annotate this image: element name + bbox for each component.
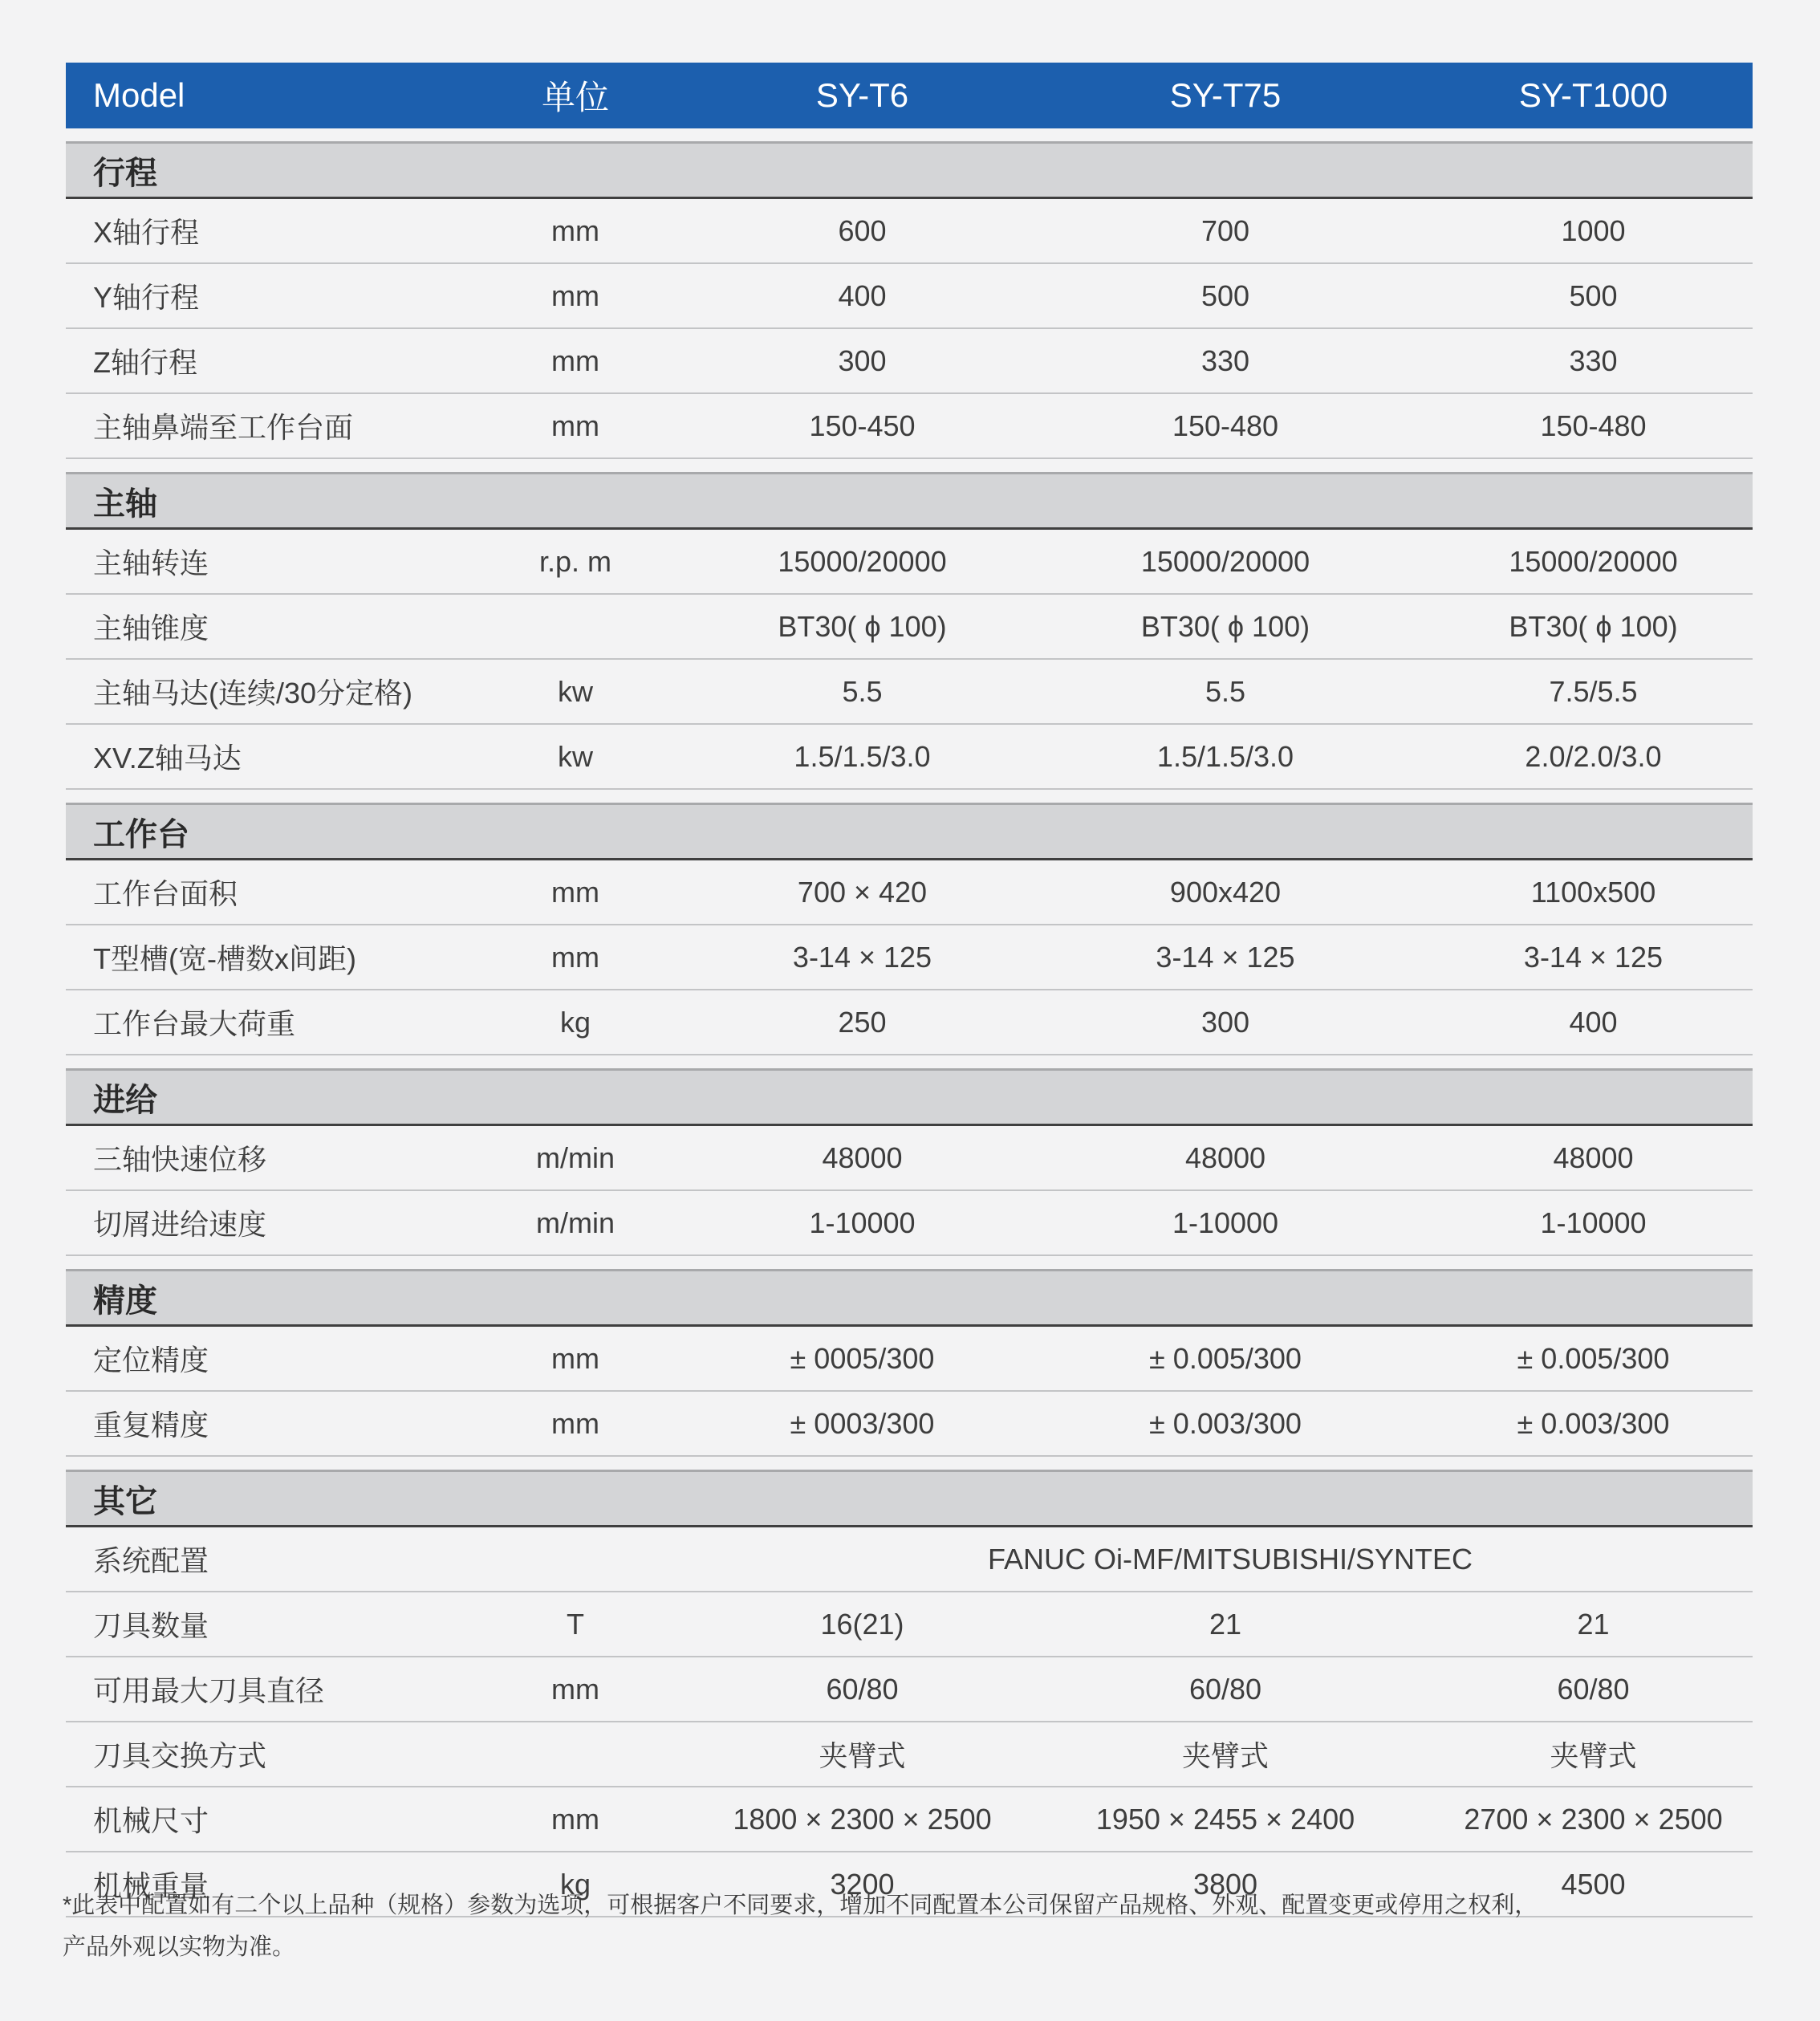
footnote-line-1: *此表中配置如有二个以上品种（规格）参数为选项，可根据客户不同要求，增加不同配置本公司保留产品规格、外观、配置变更或停用之权利， (63, 1893, 1538, 1918)
footnote (63, 1885, 1756, 1968)
row-value: 1950 × 2455 × 2400 (1095, 1802, 1355, 1836)
row-value: 700 (1200, 213, 1250, 247)
row-value: BT30( ϕ 100) (1509, 609, 1678, 643)
row-value: 4500 (1561, 1867, 1626, 1901)
section-title: 其它 (66, 1470, 1753, 1527)
row-label: 主轴马达(连续/30分定格) (93, 677, 413, 710)
row-value: 21 (1577, 1607, 1610, 1641)
row-value: 600 (838, 213, 887, 247)
row-value: 夹臂式 (819, 1739, 906, 1772)
row-value-merged: FANUC Oi-MF/MITSUBISHI/SYNTEC (987, 1542, 1473, 1576)
header-model: Model (93, 76, 185, 114)
row-value: ± 0005/300 (790, 1341, 935, 1375)
row-value: ± 0.005/300 (1149, 1341, 1302, 1375)
row-value: ± 0.005/300 (1517, 1341, 1670, 1375)
row-unit: r.p. m (538, 544, 612, 578)
row-unit: kw (558, 674, 593, 708)
row-unit: mm (551, 940, 599, 974)
row-label: T型槽(宽-槽数x间距) (93, 942, 356, 975)
row-value: 夹臂式 (1181, 1739, 1269, 1772)
row-value: 400 (838, 279, 887, 312)
row-unit: mm (551, 875, 599, 909)
row-value: 60/80 (1188, 1672, 1262, 1706)
table-row (66, 329, 1753, 394)
row-value: 150-480 (1172, 409, 1279, 442)
row-value: 500 (1569, 279, 1618, 312)
row-value: 15000/20000 (778, 544, 947, 578)
row-value: BT30( ϕ 100) (1140, 609, 1310, 643)
section-title: 精度 (66, 1269, 1753, 1327)
row-unit: mm (551, 344, 599, 377)
row-value: 60/80 (826, 1672, 899, 1706)
table-row (66, 199, 1753, 264)
row-value: ± 0.003/300 (1517, 1406, 1670, 1440)
row-label: 主轴转连 (93, 547, 209, 579)
table-row (66, 1392, 1753, 1457)
row-unit: mm (551, 1802, 599, 1836)
row-value: 250 (838, 1005, 887, 1039)
row-value: 330 (1200, 344, 1250, 377)
row-unit: mm (551, 1341, 599, 1375)
row-label: 工作台最大荷重 (93, 1007, 296, 1040)
row-value: 21 (1209, 1607, 1242, 1641)
table-row (66, 1327, 1753, 1392)
table-row (66, 1592, 1753, 1657)
row-label: 重复精度 (93, 1409, 209, 1442)
row-value: 1.5/1.5/3.0 (794, 739, 931, 773)
row-value: 5.5 (842, 674, 883, 708)
row-value: ± 0003/300 (790, 1406, 935, 1440)
spec-table (66, 63, 1753, 1917)
row-value: 330 (1569, 344, 1618, 377)
table-row (66, 394, 1753, 459)
row-value: 1-10000 (1172, 1206, 1279, 1239)
row-value: 150-480 (1540, 409, 1647, 442)
row-unit: mm (551, 1406, 599, 1440)
section-title: 工作台 (66, 803, 1753, 860)
table-row (66, 1191, 1753, 1256)
header-model-2: SY-T75 (1169, 76, 1282, 114)
table-row (66, 725, 1753, 790)
row-unit: m/min (536, 1206, 615, 1239)
table-row (66, 264, 1753, 329)
header-model-3: SY-T1000 (1518, 76, 1668, 114)
row-label: 工作台面积 (93, 877, 238, 910)
row-value: 2.0/2.0/3.0 (1525, 739, 1662, 773)
row-label: 刀具交换方式 (93, 1739, 267, 1772)
row-label: Z轴行程 (93, 346, 197, 379)
row-label: 机械重量 (93, 1869, 209, 1902)
row-value: 3800 (1192, 1867, 1258, 1901)
row-value: 48000 (1184, 1141, 1266, 1174)
table-row (66, 925, 1753, 990)
row-value: 5.5 (1205, 674, 1246, 708)
row-label: 定位精度 (93, 1344, 209, 1376)
row-value: 15000/20000 (1509, 544, 1678, 578)
row-unit: kg (559, 1005, 591, 1039)
table-row (66, 530, 1753, 595)
row-value: BT30( ϕ 100) (778, 609, 947, 643)
row-value: ± 0.003/300 (1149, 1406, 1302, 1440)
row-value: 700 × 420 (797, 875, 928, 909)
section-title: 进给 (66, 1068, 1753, 1126)
footnote-line-2: 产品外观以实物为准。 (63, 1934, 296, 1960)
table-row (66, 1787, 1753, 1852)
row-value: 夹臂式 (1550, 1739, 1637, 1772)
row-label: 机械尺寸 (93, 1804, 209, 1837)
section-title: 主轴 (66, 472, 1753, 530)
row-unit: kw (558, 739, 593, 773)
row-value: 300 (838, 344, 887, 377)
table-row (66, 660, 1753, 725)
row-label: X轴行程 (93, 216, 200, 249)
row-value: 48000 (1553, 1141, 1634, 1174)
section-title: 行程 (66, 141, 1753, 199)
table-row (66, 860, 1753, 925)
table-row (66, 595, 1753, 660)
row-value: 3-14 × 125 (1523, 940, 1664, 974)
row-value: 16(21) (820, 1607, 904, 1641)
row-value: 1800 × 2300 × 2500 (733, 1802, 992, 1836)
row-label: 主轴鼻端至工作台面 (93, 411, 354, 444)
row-value: 60/80 (1557, 1672, 1630, 1706)
row-value: 7.5/5.5 (1549, 674, 1638, 708)
row-label: 切屑进给速度 (93, 1208, 267, 1241)
row-unit: mm (551, 1672, 599, 1706)
row-value: 1-10000 (809, 1206, 916, 1239)
row-unit: mm (551, 213, 599, 247)
row-unit: kg (559, 1867, 591, 1901)
row-label: 可用最大刀具直径 (93, 1674, 325, 1707)
row-value: 1-10000 (1540, 1206, 1647, 1239)
row-value: 3-14 × 125 (792, 940, 932, 974)
row-label: 三轴快速位移 (93, 1143, 267, 1176)
row-value: 900x420 (1169, 875, 1282, 909)
row-value: 15000/20000 (1140, 544, 1310, 578)
row-value: 500 (1200, 279, 1250, 312)
row-label: 系统配置 (93, 1544, 209, 1577)
table-row (66, 1657, 1753, 1722)
row-value: 300 (1200, 1005, 1250, 1039)
row-label: 刀具数量 (93, 1609, 209, 1642)
header-unit: 单位 (541, 79, 609, 116)
row-label: XV.Z轴马达 (93, 742, 242, 775)
row-unit: mm (551, 279, 599, 312)
row-value: 400 (1569, 1005, 1618, 1039)
row-value: 48000 (822, 1141, 903, 1174)
table-row (66, 1527, 1753, 1592)
table-row (66, 1126, 1753, 1191)
table-row (66, 990, 1753, 1055)
row-value: 1000 (1561, 213, 1626, 247)
row-value: 3-14 × 125 (1156, 940, 1295, 974)
table-header (66, 63, 1753, 128)
row-value: 150-450 (809, 409, 916, 442)
row-unit: mm (551, 409, 599, 442)
row-label: Y轴行程 (93, 281, 200, 314)
row-value: 1100x500 (1530, 875, 1656, 909)
header-model-1: SY-T6 (815, 76, 909, 114)
row-value: 1.5/1.5/3.0 (1156, 739, 1294, 773)
row-value: 2700 × 2300 × 2500 (1464, 1802, 1723, 1836)
row-unit: m/min (536, 1141, 615, 1174)
row-unit: T (567, 1607, 584, 1641)
row-label: 主轴锥度 (93, 612, 209, 645)
table-row (66, 1722, 1753, 1787)
row-value: 3200 (830, 1867, 895, 1901)
